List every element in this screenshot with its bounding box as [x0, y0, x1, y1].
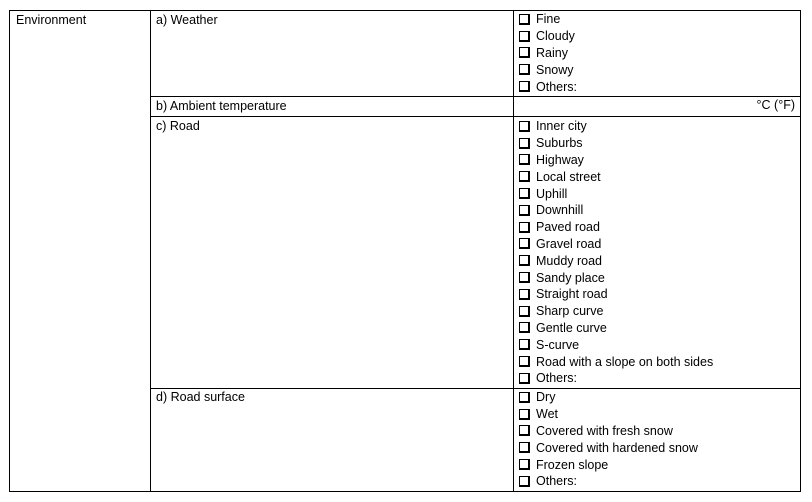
option-label: Inner city — [536, 119, 587, 134]
checkbox-icon[interactable] — [519, 64, 530, 75]
checkbox-icon[interactable] — [519, 356, 530, 367]
checkbox-icon[interactable] — [519, 339, 530, 350]
option-label: Uphill — [536, 186, 568, 201]
road-option[interactable] — [519, 152, 713, 169]
checkbox-icon[interactable] — [519, 459, 530, 470]
category-label: Environment — [16, 13, 87, 27]
road-option[interactable] — [519, 202, 713, 219]
road-surface-option[interactable] — [519, 423, 698, 440]
road-surface-option[interactable] — [519, 439, 698, 456]
checkbox-icon[interactable] — [519, 425, 530, 436]
road-option[interactable] — [519, 336, 713, 353]
weather-options — [519, 11, 577, 95]
checkbox-icon[interactable] — [519, 442, 530, 453]
weather-option[interactable] — [519, 61, 577, 78]
option-label: Road with a slope on both sides — [536, 354, 714, 369]
option-label: Snowy — [536, 62, 574, 77]
road-label: c) Road — [156, 119, 200, 133]
weather-option[interactable] — [519, 45, 577, 62]
checkbox-icon[interactable] — [519, 205, 530, 216]
option-label: Others: — [536, 79, 577, 94]
option-label: Frozen slope — [536, 457, 609, 472]
road-option[interactable] — [519, 135, 713, 152]
option-label: Suburbs — [536, 136, 583, 151]
option-label: Wet — [536, 407, 558, 422]
ambient-temperature-label: b) Ambient temperature — [156, 99, 287, 113]
checkbox-icon[interactable] — [519, 188, 530, 199]
road-option[interactable] — [519, 353, 713, 370]
road-option[interactable] — [519, 168, 713, 185]
weather-option[interactable] — [519, 78, 577, 95]
environment-form-table — [9, 10, 801, 492]
option-label: Highway — [536, 152, 584, 167]
checkbox-icon[interactable] — [519, 238, 530, 249]
road-surface-options — [519, 389, 698, 490]
road-surface-option[interactable] — [519, 456, 698, 473]
weather-label: a) Weather — [156, 13, 218, 27]
road-option[interactable] — [519, 320, 713, 337]
option-label: Muddy road — [536, 253, 603, 268]
weather-option[interactable] — [519, 11, 577, 28]
road-option[interactable] — [519, 185, 713, 202]
option-label: Others: — [536, 474, 577, 489]
column-divider-2 — [513, 11, 514, 491]
road-option[interactable] — [519, 286, 713, 303]
temperature-unit: °C (°F) — [756, 98, 795, 112]
row-divider-ambient — [150, 116, 800, 117]
road-option[interactable] — [519, 219, 713, 236]
checkbox-icon[interactable] — [519, 322, 530, 333]
row-divider-road — [150, 388, 800, 389]
road-surface-option[interactable] — [519, 389, 698, 406]
option-label: Covered with fresh snow — [536, 423, 673, 438]
road-option[interactable] — [519, 269, 713, 286]
option-label: Sharp curve — [536, 304, 604, 319]
checkbox-icon[interactable] — [519, 138, 530, 149]
road-option[interactable] — [519, 370, 713, 387]
option-label: Straight road — [536, 287, 608, 302]
road-option[interactable] — [519, 236, 713, 253]
option-label: Cloudy — [536, 29, 575, 44]
option-label: Local street — [536, 169, 601, 184]
checkbox-icon[interactable] — [519, 409, 530, 420]
checkbox-icon[interactable] — [519, 47, 530, 58]
option-label: Gentle curve — [536, 320, 607, 335]
option-label: Covered with hardened snow — [536, 440, 698, 455]
checkbox-icon[interactable] — [519, 392, 530, 403]
option-label: Rainy — [536, 45, 568, 60]
road-surface-option[interactable] — [519, 473, 698, 490]
weather-option[interactable] — [519, 28, 577, 45]
checkbox-icon[interactable] — [519, 289, 530, 300]
option-label: Paved road — [536, 220, 600, 235]
road-option[interactable] — [519, 252, 713, 269]
road-option[interactable] — [519, 118, 713, 135]
column-divider-1 — [150, 11, 151, 491]
checkbox-icon[interactable] — [519, 154, 530, 165]
option-label: Gravel road — [536, 236, 602, 251]
checkbox-icon[interactable] — [519, 31, 530, 42]
checkbox-icon[interactable] — [519, 14, 530, 25]
checkbox-icon[interactable] — [519, 373, 530, 384]
checkbox-icon[interactable] — [519, 255, 530, 266]
option-label: S-curve — [536, 337, 580, 352]
option-label: Others: — [536, 371, 577, 386]
checkbox-icon[interactable] — [519, 121, 530, 132]
checkbox-icon[interactable] — [519, 272, 530, 283]
checkbox-icon[interactable] — [519, 171, 530, 182]
option-label: Fine — [536, 12, 561, 27]
road-options — [519, 118, 713, 387]
row-divider-weather — [150, 96, 800, 97]
checkbox-icon[interactable] — [519, 476, 530, 487]
road-surface-label: d) Road surface — [156, 390, 245, 404]
road-option[interactable] — [519, 303, 713, 320]
option-label: Sandy place — [536, 270, 605, 285]
checkbox-icon[interactable] — [519, 306, 530, 317]
option-label: Downhill — [536, 203, 584, 218]
road-surface-option[interactable] — [519, 406, 698, 423]
checkbox-icon[interactable] — [519, 222, 530, 233]
checkbox-icon[interactable] — [519, 81, 530, 92]
option-label: Dry — [536, 390, 556, 405]
